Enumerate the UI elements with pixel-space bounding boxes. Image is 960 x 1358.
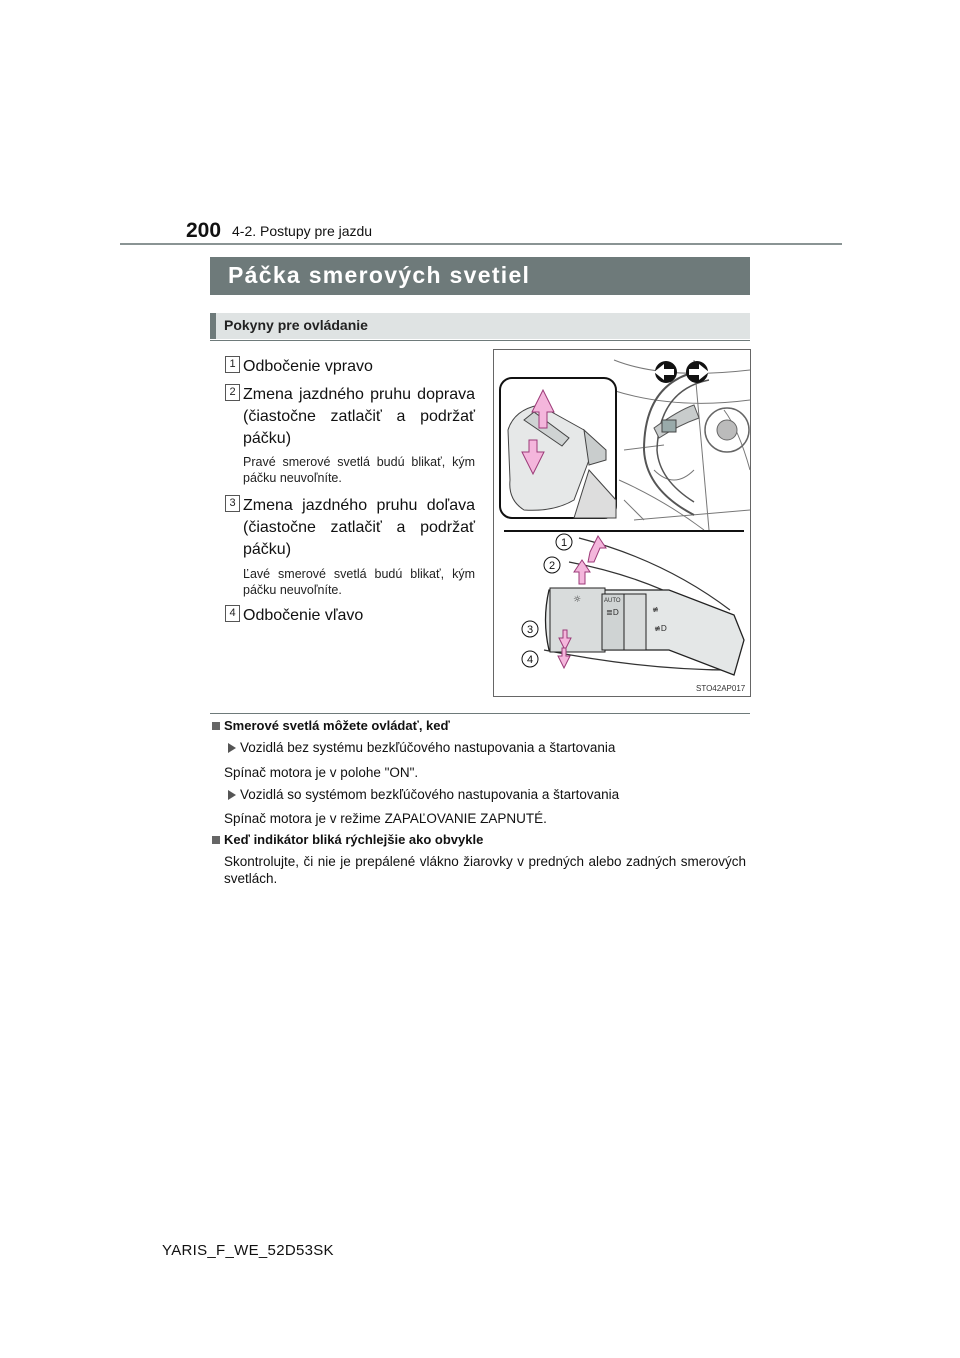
condition-detail: Spínač motora je v režime ZAPAĽOVANIE ZAPNUTÉ. xyxy=(224,811,547,826)
square-bullet-icon xyxy=(212,836,220,844)
section-title: Páčka smerových svetiel xyxy=(228,262,531,288)
note-heading: Smerové svetlá môžete ovládať, keď xyxy=(224,718,450,733)
condition-detail: Spínač motora je v polohe "ON". xyxy=(224,765,419,780)
item-text: Odbočenie vľavo xyxy=(243,607,364,624)
item-note: Ľavé smerové svetlá budú blikať, kým páčku neuvoľníte. xyxy=(243,567,475,597)
direction-arrows-icon xyxy=(654,361,709,383)
item-note: Pravé smerové svetlá budú blikať, kým páčku neuvoľníte. xyxy=(243,455,475,485)
auto-label: AUTO xyxy=(604,598,621,604)
item-number: 4 xyxy=(225,605,240,622)
callout-number: 1 xyxy=(560,537,568,549)
note-heading: Keď indikátor bliká rýchlejšie ako obvykle xyxy=(224,832,484,847)
item-text: Zmena jazdného pruhu doprava (čiastočne zatlačiť a podržať páčku) xyxy=(243,386,475,447)
header-divider xyxy=(120,243,842,245)
steering-wheel xyxy=(644,370,704,515)
condition-label: Vozidlá bez systému bezkľúčového nastupovania a štartovania xyxy=(240,740,616,755)
triangle-bullet-icon xyxy=(228,743,236,753)
chapter-title: 4-2. Postupy pre jazdu xyxy=(232,223,373,239)
figure-code: STO42AP017 xyxy=(696,684,746,693)
callout-number: 2 xyxy=(548,560,556,572)
callout-number: 4 xyxy=(526,654,534,666)
note-text: Skontrolujte, či nie je prepálené vlákno žiarovky v predných alebo zadných smerových svetlách. xyxy=(224,854,746,886)
dashboard-lines xyxy=(612,360,750,530)
item-number: 1 xyxy=(225,356,240,373)
item-text: Odbočenie vpravo xyxy=(243,358,373,375)
callout-number: 3 xyxy=(526,624,534,636)
condition-label: Vozidlá so systémom bezkľúčového nastupovania a štartovania xyxy=(240,787,620,802)
subsection-accent xyxy=(210,313,216,339)
svg-text:≢D: ≢D xyxy=(654,624,667,633)
item-number: 2 xyxy=(225,384,240,401)
subsection-divider xyxy=(210,340,750,341)
page-number: 200 xyxy=(186,219,222,242)
subsection-title: Pokyny pre ovládanie xyxy=(224,317,368,333)
item-text: Zmena jazdného pruhu doľava (čiastočne zatlačiť a podržať páčku) xyxy=(243,497,475,558)
sun-icon: ☼ xyxy=(573,595,582,605)
item-number: 3 xyxy=(225,495,240,512)
document-code: YARIS_F_WE_52D53SK xyxy=(162,1242,334,1259)
triangle-bullet-icon xyxy=(228,790,236,800)
lever-body xyxy=(546,588,745,675)
svg-text:≢: ≢ xyxy=(652,605,659,614)
svg-text:≣D: ≣D xyxy=(606,608,619,617)
notes-divider xyxy=(210,713,750,714)
arrow-up-icon xyxy=(588,536,606,562)
figure-illustration xyxy=(494,350,750,696)
square-bullet-icon xyxy=(212,722,220,730)
turn-signal-lever-figure xyxy=(493,349,751,697)
